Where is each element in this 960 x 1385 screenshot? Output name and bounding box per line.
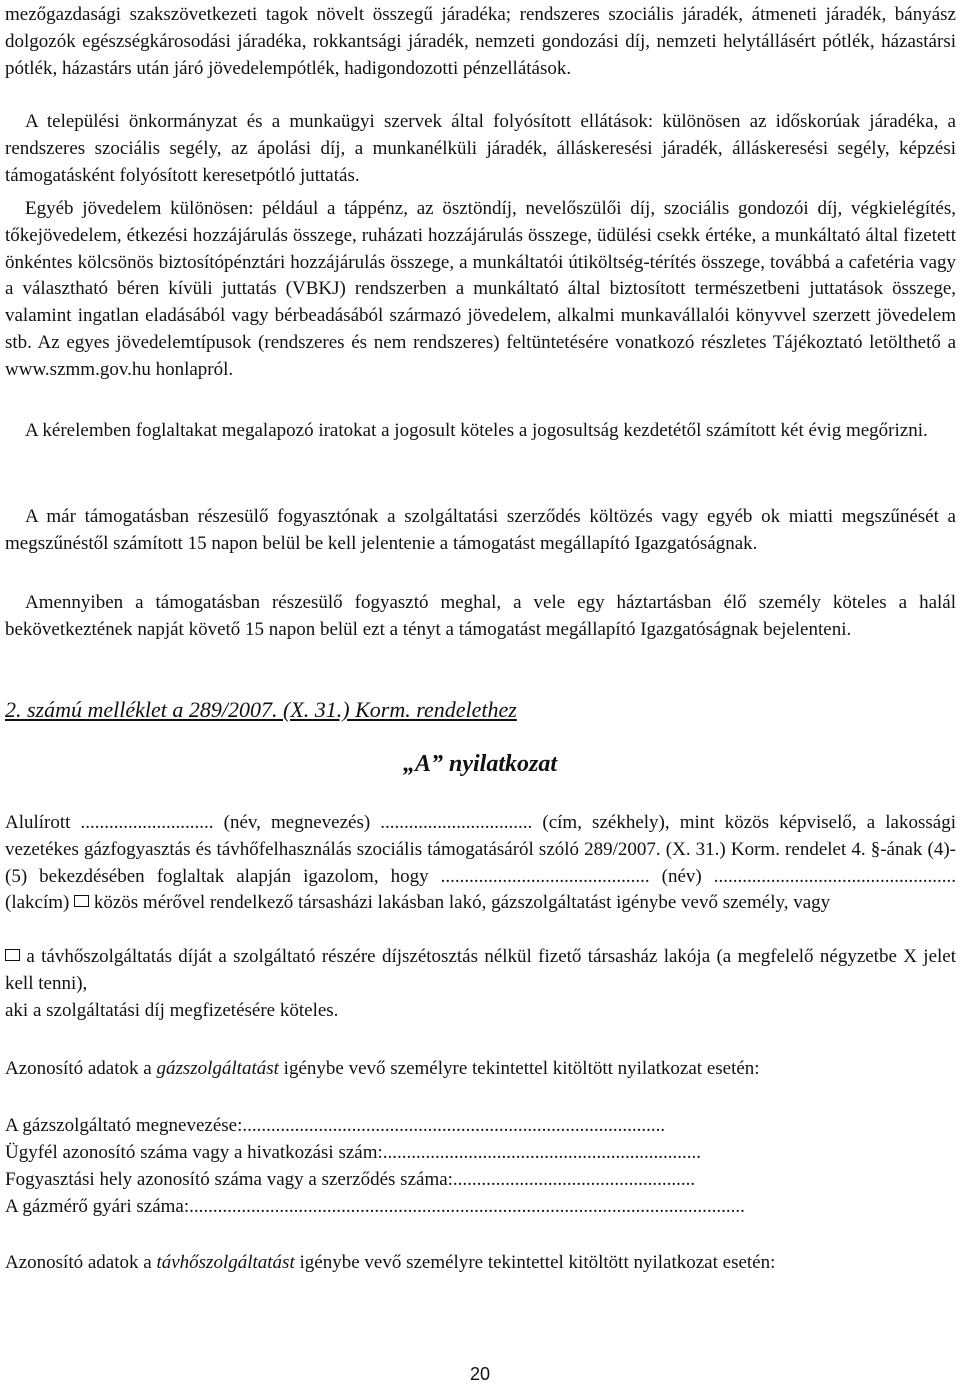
- heat-service-term: távhőszolgáltatást: [156, 1252, 295, 1273]
- other-income-paragraph: Egyéb jövedelem különösen: például a táppénz, az ösztöndíj, nevelőszülői díj, szociális gondozói díj, végkielégítés, tőkejövedelem, étkezési hozzájárulás összege, ruházati hozzájárulás összege, üdülési csekk értéke, a munkáltató által fizetett önkéntes kölcsönös biztosítópénztári hozzájárulás összege, a munkáltatói útiköltség-térítés összege, továbbá a cafetéria vagy a választható béren kívüli juttatás (VBKJ) rendszerben a munkáltató által biztosított természetbeni juttatások összege, valamint ingatlan eladásából vagy bérbeadásából származó jövedelem, alkalmi munkavállalói könyvvel szerzett jövedelem stb. Az egyes jövedelemtípusok (rendszeres és nem rendszeres) feltüntetésére vonatkozó részletes Tájékoztató letölthető a www.szmm.gov.hu honlapról.: [5, 198, 956, 380]
- common-meter-option-text: közös mérővel rendelkező társasházi lakásban lakó, gázszolgáltatást igénybe vevő személy, vagy: [93, 892, 831, 914]
- gas-intro-text: Azonosító adatok a: [5, 1058, 157, 1079]
- gas-section-intro: [5, 1056, 956, 1083]
- customer-id-field[interactable]: Ügyfél azonosító száma vagy a hivatkozási szám:...................................................................: [5, 1142, 702, 1163]
- checkbox-district-heating[interactable]: [5, 949, 20, 961]
- checkbox-common-meter[interactable]: [74, 895, 89, 907]
- page-number: 20: [469, 1364, 491, 1384]
- heat-intro-text-end: igénybe vevő személyre tekintettel kitöltött nyilatkozat esetén:: [294, 1252, 776, 1273]
- heat-section-intro: [5, 1250, 956, 1277]
- income-types-paragraph: mezőgazdasági szakszövetkezeti tagok növelt összegű járadéka; rendszeres szociális járadék, átmeneti járadék, bányász dolgozók egészségkárosodási járadéka, rokkantsági járadék, nemzeti gondozási díj, nemzeti helytállásért pótlék, házastársi pótlék, házastárs után járó jövedelempótlék, hadigondozotti pénzellátások.: [5, 4, 956, 79]
- district-heating-option-text: a távhőszolgáltatás díját a szolgáltató részére díjszétosztás nélkül fizető társasház lakója (a megfelelő négyzetbe X jelet kell tenni),: [5, 946, 956, 994]
- gas-service-term: gázszolgáltatást: [156, 1058, 279, 1079]
- gas-provider-name-field[interactable]: A gázszolgáltató megnevezése:.........................................................................................: [5, 1115, 666, 1136]
- declaration-paragraph: [5, 810, 956, 917]
- district-heating-option: [5, 944, 956, 998]
- heat-intro-text: Azonosító adatok a: [5, 1252, 157, 1273]
- gas-meter-serial-field[interactable]: A gázmérő gyári száma:.....................................................................................................................: [5, 1196, 745, 1217]
- document-retention-paragraph: A kérelemben foglaltakat megalapozó iratokat a jogosult köteles a jogosultság kezdetétől számított két évig megőrizni.: [25, 420, 928, 441]
- declaration-text: Alulírott ............................ (név, megnevezés) ................................ (cím, székhely), mint közös képviselő, a lakossági vezetékes gázfogyasztás és távhőfelhasználás szociális támogatásáról szóló 289/2007. (X. 31.) Korm. rendelet 4. §-ának (4)-(5) bekezdésében foglaltak alapján igazolom, hogy ............................................ (név) ................................................... (lakcím): [5, 812, 956, 914]
- contract-termination-paragraph: A már támogatásban részesülő fogyasztónak a szolgáltatási szerződés költözés vagy egyéb ok miatti megszűnését a megszűnéstől számított 15 napon belül be kell jelentenie a támogatást megállapító Igazgatóságnak.: [5, 506, 956, 554]
- form-title: „A” nyilatkozat: [402, 751, 558, 777]
- municipal-benefits-paragraph: A települési önkormányzat és a munkaügyi szervek által folyósított ellátások: különösen az időskorúak járadéka, a rendszeres szociális segély, az ápolási díj, a munkanélküli járadék, álláskeresési járadék, álláskeresési segély, képzési támogatásként folyósított keresetpótló juttatás.: [5, 111, 956, 186]
- consumption-point-id-field[interactable]: Fogyasztási hely azonosító száma vagy a szerződés száma:...................................................: [5, 1169, 696, 1190]
- gas-intro-text-end: igénybe vevő személyre tekintettel kitöltött nyilatkozat esetén:: [278, 1058, 760, 1079]
- payment-obligation-line: aki a szolgáltatási díj megfizetésére köteles.: [5, 1000, 339, 1021]
- annex-heading: 2. számú melléklet a 289/2007. (X. 31.) Korm. rendelethez: [5, 697, 517, 722]
- death-notification-paragraph: Amennyiben a támogatásban részesülő fogyasztó meghal, a vele egy háztartásban élő személy köteles a halál bekövetkeztének napját követő 15 napon belül ezt a tényt a támogatást megállapító Igazgatóságnak bejelenteni.: [5, 592, 956, 640]
